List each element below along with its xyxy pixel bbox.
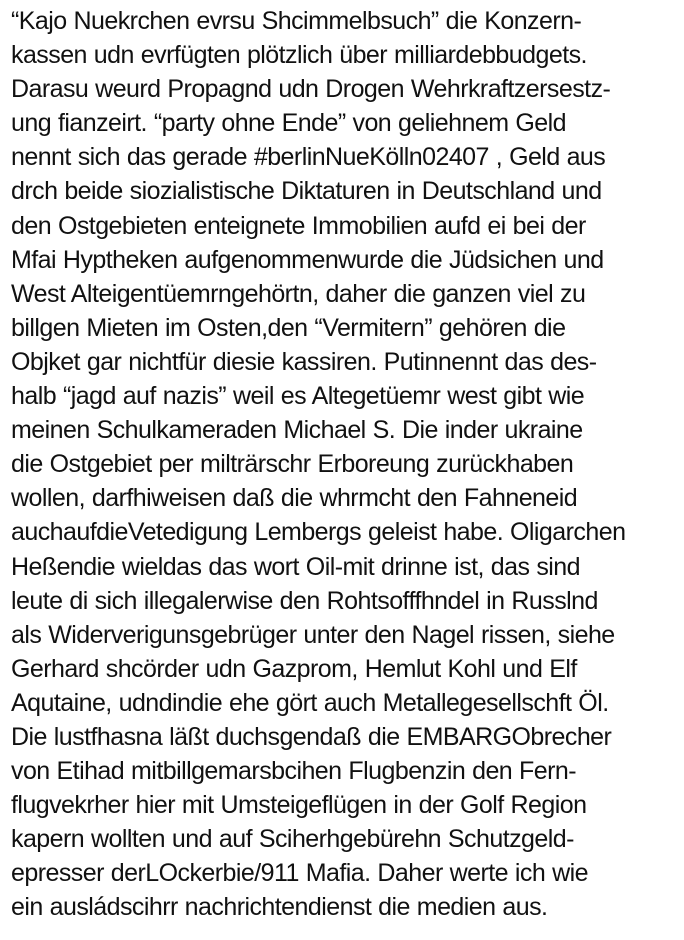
text-line: epresser derLOckerbie/911 Mafia. Daher werte ich wie <box>11 859 588 888</box>
text-line: drch beide siozialistische Diktaturen in Deutschland und <box>11 177 602 206</box>
text-line: Gerhard shcörder udn Gazprom, Hemlut Kohl und Elf <box>11 654 577 683</box>
text-line: ein ausládscihrr nachrichtendienst die medien aus. <box>11 893 548 922</box>
text-line: als Widerverigunsgebrüger unter den Nagel rissen, siehe <box>11 620 615 649</box>
text-line: Heßendie wieldas das wort Oil-mit drinne ist, das sind <box>11 552 580 581</box>
text-line: wollen, darfhiweisen daß die whrmcht den Fahneneid <box>11 484 578 513</box>
text-line: halb “jagd auf nazis” weil es Altegetüemr west gibt wie <box>11 382 585 411</box>
body-text <box>11 4 679 925</box>
text-line: kapern wollten und auf Sciherhgebürehn Schutzgeld- <box>11 825 574 854</box>
text-line: Darasu weurd Propagnd udn Drogen Wehrkraftzersestz- <box>11 75 611 104</box>
text-line: den Ostgebieten enteignete Immobilien aufd ei bei der <box>11 211 586 240</box>
text-line: Objket gar nichtfür diesie kassiren. Putinnennt das des- <box>11 347 597 376</box>
text-line: Die lustfhasna läßt duchsgendaß die EMBARGObrecher <box>11 722 612 751</box>
text-line: kassen udn evrfügten plötzlich über milliardebbudgets. <box>11 41 587 70</box>
text-line: Mfai Hyptheken aufgenommenwurde die Jüdsichen und <box>11 245 604 274</box>
text-line: auchaufdieVetedigung Lembergs geleist habe. Oligarchen <box>11 518 626 547</box>
text-line: billgen Mieten im Osten,den “Vermitern” gehören die <box>11 313 566 342</box>
text-line: Aqutaine, udndindie ehe gört auch Metallegesellschft Öl. <box>11 688 609 717</box>
text-line: die Ostgebiet per milträrschr Erboreung zurückhaben <box>11 450 574 479</box>
text-line: “Kajo Nuekrchen evrsu Shcimmelbsuch” die Konzern- <box>11 7 582 35</box>
text-line: ung fianzeirt. “party ohne Ende” von geliehnem Geld <box>11 109 566 138</box>
text-line: West Alteigentüemrngehörtn, daher die ganzen viel zu <box>11 279 586 308</box>
text-line: leute di sich illegalerwise den Rohtsofffhndel in Russlnd <box>11 586 598 615</box>
text-line: von Etihad mitbillgemarsbcihen Flugbenzin den Fern- <box>11 757 577 786</box>
text-line: flugvekrher hier mit Umsteigeflügen in der Golf Region <box>11 791 587 820</box>
text-line: nennt sich das gerade #berlinNueKölln02407 , Geld aus <box>11 143 606 172</box>
text-line: meinen Schulkameraden Michael S. Die inder ukraine <box>11 416 583 445</box>
